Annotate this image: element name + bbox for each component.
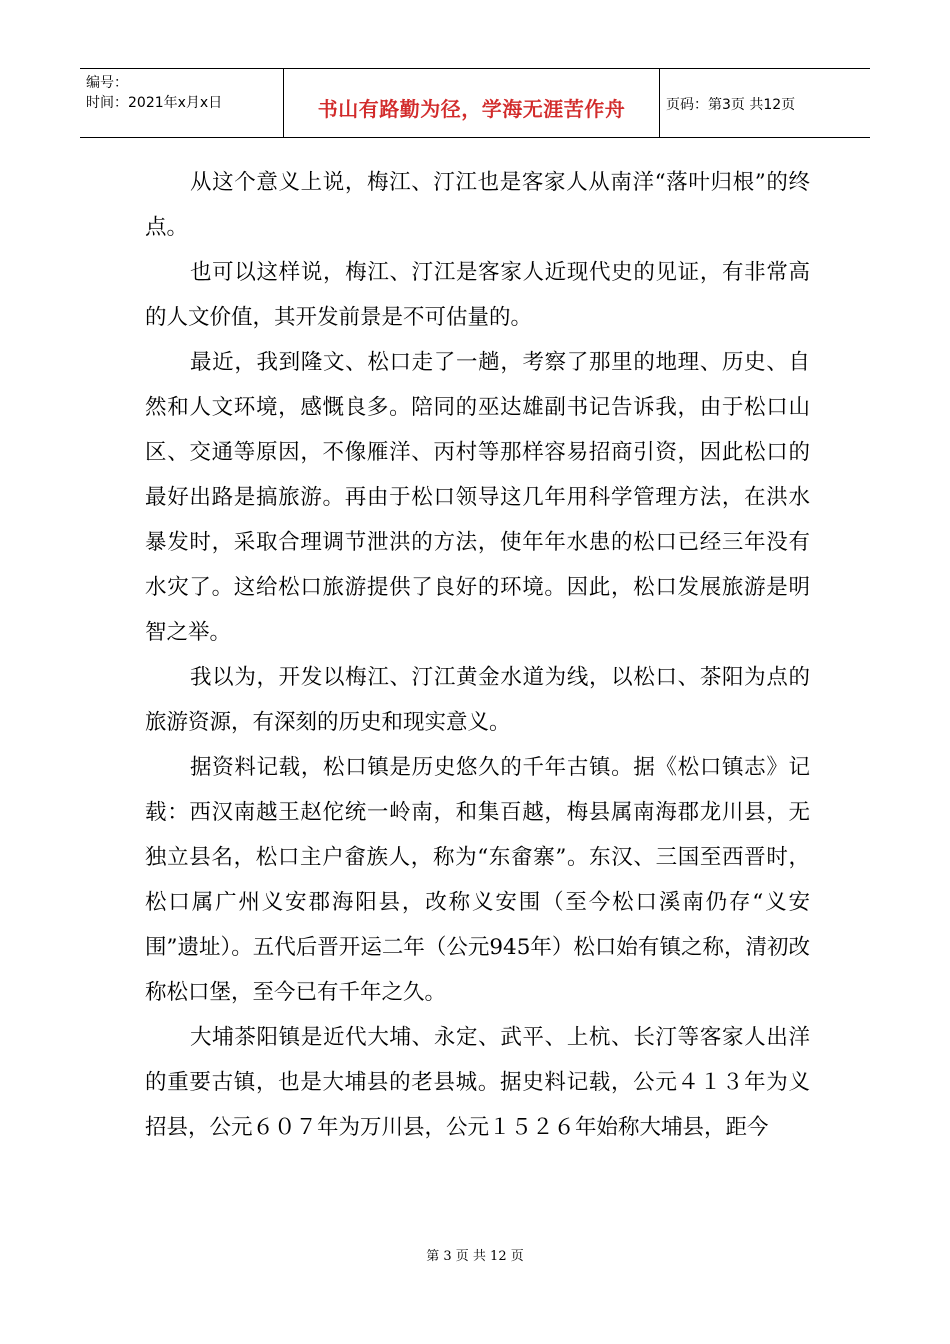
header-motto: 书山有路勤为径，学海无涯苦作舟	[317, 97, 626, 121]
paragraph: 我以为，开发以梅江、汀江黄金水道为线，以松口、茶阳为点的旅游资源，有深刻的历史和现实意义。	[145, 665, 810, 735]
page-header	[80, 68, 870, 138]
header-meta	[80, 69, 283, 137]
header-page-cell	[660, 69, 870, 137]
paragraph: 据资料记载，松口镇是历史悠久的千年古镇。据《松口镇志》记载：西汉南越王赵佗统一岭南，和集百越，梅县属南海郡龙川县，无独立县名，松口主户畲族人，称为“东畲寨”。东汉、三国至西晋时，松口属广州义安郡海阳县，改称义安围（至今松口溪南仍存“义安围”遗址）。五代后晋开运二年（公元945年）松口始有镇之称，清初改称松口堡，至今已有千年之久。	[145, 755, 810, 1005]
paragraph: 也可以这样说，梅江、汀江是客家人近现代史的见证，有非常高的人文价值，其开发前景是不可估量的。	[145, 260, 810, 330]
document-body	[145, 160, 810, 1150]
document-time-label: 时间：2021年x月x日	[86, 95, 223, 111]
header-motto-cell	[283, 69, 660, 137]
document-number-label: 编号：	[86, 75, 128, 91]
paragraph: 大埔茶阳镇是近代大埔、永定、武平、上杭、长汀等客家人出洋的重要古镇，也是大埔县的老县城。据史料记载，公元４１３年为义招县，公元６０７年为万川县，公元１５２６年始称大埔县，距今	[145, 1025, 810, 1140]
paragraph: 从这个意义上说，梅江、汀江也是客家人从南洋“落叶归根”的终点。	[145, 170, 810, 240]
page-footer: 第 3 页 共 12 页	[426, 1249, 524, 1264]
header-page-info: 页码：第3页 共12页	[666, 97, 796, 113]
paragraph: 最近，我到隆文、松口走了一趟，考察了那里的地理、历史、自然和人文环境，感慨良多。陪同的巫达雄副书记告诉我，由于松口山区、交通等原因，不像雁洋、丙村等那样容易招商引资，因此松口的最好出路是搞旅游。再由于松口领导这几年用科学管理方法，在洪水暴发时，采取合理调节泄洪的方法，使年年水患的松口已经三年没有水灾了。这给松口旅游提供了良好的环境。因此，松口发展旅游是明智之举。	[145, 350, 810, 645]
